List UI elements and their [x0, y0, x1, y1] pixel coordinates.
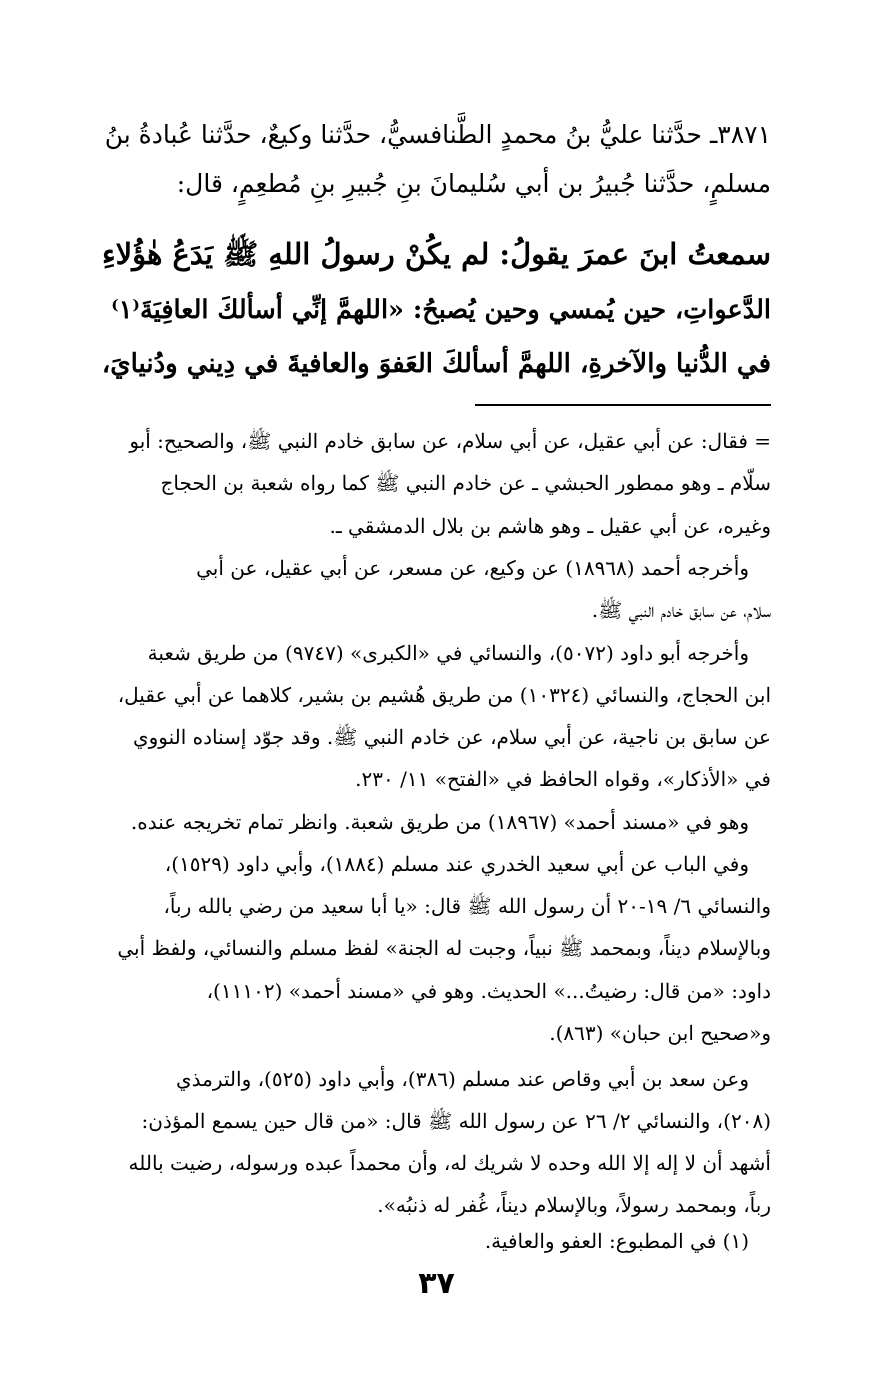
isnad-line-1: ٣٨٧١ـ حدَّثنا عليُّ بنُ محمدٍ الطَّنافسيُّ، حدَّثنا وكيعٌ، حدَّثنا عُبادةُ بنُ	[104, 120, 771, 149]
footnote-line: (٢٠٨)، والنسائي ٢/ ٢٦ عن رسول الله ﷺ قال: «من قال حين يسمع المؤذن:	[141, 1109, 771, 1133]
footnote-line: وعن سعد بن أبي وقاص عند مسلم (٣٨٦)، وأبي داود (٥٢٥)، والترمذي	[175, 1067, 749, 1091]
footnote-line: وغيره، عن أبي عقيل ـ وهو هاشم بن بلال الدمشقي ـ.	[329, 514, 771, 538]
footnote-line: وهو في «مسند أحمد» (١٨٩٦٧) من طريق شعبة. وانظر تمام تخريجه عنده.	[130, 810, 749, 834]
isnad-line-2: مسلمٍ، حدَّثنا جُبيرُ بن أبي سُليمانَ بنِ جُبيرِ بنِ مُطعِمٍ، قال:	[176, 169, 771, 198]
footnote-line: عن سابق بن ناجية، عن أبي سلام، عن خادم النبي ﷺ. وقد جوّد إسناده النووي	[132, 725, 771, 749]
footnote-line: سلّام ـ وهو ممطور الحبشي ـ عن خادم النبي ﷺ كما رواه شعبة بن الحجاج	[160, 471, 771, 495]
footnote-line: والنسائي ٦/ ١٩-٢٠ أن رسول الله ﷺ قال: «يا أبا سعيد من رضي بالله رباً،	[163, 894, 771, 918]
footnote-line: و«صحيح ابن حبان» (٨٦٣).	[549, 1021, 771, 1045]
page-number: ٣٧	[418, 1266, 455, 1301]
footnote-line: في «الأذكار»، وقواه الحافظ في «الفتح» ١١/ ٢٣٠.	[355, 767, 771, 791]
footnote-line: ابن الحجاج، والنسائي (١٠٣٢٤) من طريق هُشيم بن بشير، كلاهما عن أبي عقيل،	[117, 683, 771, 707]
footnote-line: سلام، عن سابق خادم النبي ﷺ.	[591, 598, 771, 622]
footnote-line: وفي الباب عن أبي سعيد الخدري عند مسلم (١٨٨٤)، وأبي داود (١٥٢٩)،	[164, 852, 749, 876]
hadith-line-3: في الدُّنيا والآخرةِ، اللهمَّ أسألكَ العَفوَ والعافيةَ في دِيني ودُنيايَ،	[101, 349, 771, 379]
footnote-line: وأخرجه أبو داود (٥٠٧٢)، والنسائي في «الكبرى» (٩٧٤٧) من طريق شعبة	[147, 641, 749, 665]
footnote-line: وأخرجه أحمد (١٨٩٦٨) عن وكيع، عن مسعر، عن أبي عقيل، عن أبي	[196, 556, 749, 580]
footnote-line: أشهد أن لا إله إلا الله وحده لا شريك له، وأن محمداً عبده ورسوله، رضيت بالله	[128, 1151, 771, 1175]
hadith-line-2: الدَّعواتِ، حين يُمسي وحين يُصبحُ: «اللهمَّ إنِّي أسألكَ العافِيَةَ⁽١⁾	[111, 295, 771, 325]
footnote-line: وبالإسلام ديناً، وبمحمد ﷺ نبياً، وجبت له الجنة» لفظ مسلم والنسائي، ولفظ أبي	[117, 936, 771, 960]
footnote-line: رباً، وبمحمد رسولاً، وبالإسلام ديناً، غُفر له ذنبُه».	[377, 1193, 771, 1217]
footnote-separator	[475, 404, 771, 406]
footnote-line: = فقال: عن أبي عقيل، عن أبي سلام، عن سابق خادم النبي ﷺ، والصحيح: أبو	[129, 429, 771, 453]
hadith-line-1: سمعتُ ابنَ عمرَ يقولُ: لم يكُنْ رسولُ اللهِ ﷺ يَدَعُ هٰؤُلاءِ	[101, 237, 771, 271]
footnote-line: داود: «من قال: رضيتُ...» الحديث. وهو في «مسند أحمد» (١١١٠٢)،	[206, 979, 771, 1003]
footnote-reference: (١) في المطبوع: العفو والعافية.	[484, 1229, 749, 1253]
